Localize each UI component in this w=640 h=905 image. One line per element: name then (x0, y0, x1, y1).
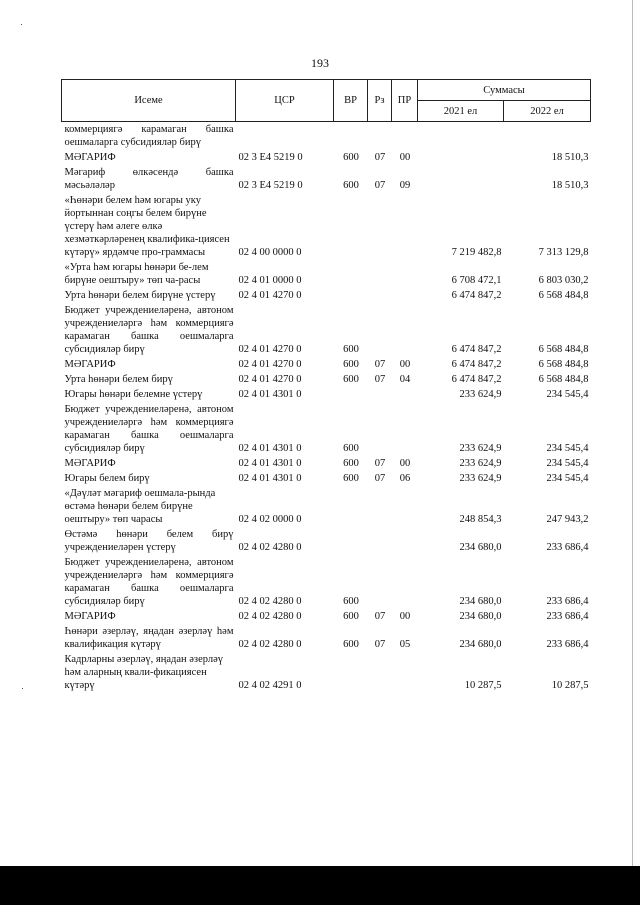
row-sum-2022: 6 803 030,2 (538, 275, 589, 286)
row-csr: 02 4 01 4270 0 (238, 290, 302, 301)
row-name: Һөнәри әзерләү, яңадан әзерләү һәм квалификация күтәрү (64, 626, 234, 650)
row-csr: 02 4 01 4270 0 (238, 359, 302, 370)
row-sum-2021: 234 680,0 (459, 611, 502, 622)
row-pr: 04 (399, 374, 411, 385)
row-rz (368, 122, 392, 151)
row-vr (334, 387, 368, 402)
row-pr (392, 122, 418, 151)
table-row (62, 471, 591, 486)
row-csr: 02 4 01 4270 0 (238, 344, 302, 355)
row-sum-2021 (418, 165, 504, 193)
header-vr: ВР (334, 80, 368, 122)
table-row (62, 527, 591, 555)
row-sum-2021: 6 474 847,2 (451, 290, 502, 301)
row-pr (392, 303, 418, 357)
row-rz: 07 (374, 359, 386, 370)
table-row (62, 402, 591, 456)
row-vr (334, 122, 368, 151)
row-vr (334, 193, 368, 260)
row-sum-2022: 6 568 484,8 (538, 359, 589, 370)
row-name: МӘГАРИФ (64, 152, 116, 163)
row-csr: 02 4 01 0000 0 (238, 275, 302, 286)
scan-bottom-bar (0, 866, 640, 905)
row-pr: 05 (399, 639, 411, 650)
table-header (62, 80, 591, 122)
row-vr (334, 652, 368, 693)
header-pr: ПР (392, 80, 418, 122)
table-row (62, 456, 591, 471)
header-year-2022: 2022 ел (504, 101, 591, 122)
row-pr: 09 (399, 180, 411, 191)
row-vr: 600 (343, 443, 359, 454)
row-sum-2022: 234 545,4 (546, 458, 589, 469)
row-pr (392, 555, 418, 609)
row-name: «Һөнәри белем һәм югары уку йортыннан соңгы белем бирүне үстерү һәм әлеге өлкә хезмәткәрләренең квалифика-циясен күтәрү» ярдәмче про-граммасы (64, 195, 230, 258)
row-name: Югары һөнәри белемне үстерү (64, 389, 203, 400)
row-sum-2021: 248 854,3 (459, 514, 502, 525)
row-vr: 600 (343, 180, 359, 191)
row-pr (392, 527, 418, 555)
row-sum-2021: 234 680,0 (459, 596, 502, 607)
row-sum-2022: 234 545,4 (546, 443, 589, 454)
header-name: Исеме (62, 80, 236, 122)
row-pr: 00 (399, 458, 411, 469)
row-name: Бюджет учреждениеләренә, автоном учреждениеләргә һәм коммерциягә карамаган башка оешмаларга субсидияләр бирү (64, 305, 234, 355)
row-sum-2022: 233 686,4 (546, 596, 589, 607)
row-pr: 06 (399, 473, 411, 484)
row-rz (368, 288, 392, 303)
row-rz (368, 260, 392, 288)
table-row (62, 288, 591, 303)
table-body (62, 122, 591, 694)
row-sum-2021 (418, 150, 504, 165)
table-row (62, 165, 591, 193)
row-rz (368, 402, 392, 456)
row-pr (392, 288, 418, 303)
row-sum-2021: 6 474 847,2 (451, 359, 502, 370)
row-sum-2022: 233 686,4 (546, 611, 589, 622)
row-vr: 600 (343, 473, 359, 484)
row-sum-2022: 6 568 484,8 (538, 290, 589, 301)
row-vr: 600 (343, 596, 359, 607)
row-sum-2021: 233 624,9 (459, 473, 502, 484)
table-row (62, 387, 591, 402)
row-name: Урта һөнәри белем бирүне үстерү (64, 290, 216, 301)
row-sum-2022: 233 686,4 (546, 639, 589, 650)
row-csr: 02 4 01 4301 0 (238, 389, 302, 400)
row-sum-2021: 10 287,5 (464, 680, 502, 691)
row-vr: 600 (343, 152, 359, 163)
row-vr (334, 486, 368, 527)
row-rz: 07 (374, 374, 386, 385)
table-row (62, 486, 591, 527)
row-vr: 600 (343, 359, 359, 370)
table-row (62, 260, 591, 288)
row-sum-2021: 233 624,9 (459, 389, 502, 400)
row-csr: 02 4 02 0000 0 (238, 514, 302, 525)
row-sum-2022: 234 545,4 (546, 473, 589, 484)
row-name: МӘГАРИФ (64, 611, 116, 622)
row-csr: 02 4 01 4301 0 (238, 443, 302, 454)
row-sum-2022: 6 568 484,8 (538, 344, 589, 355)
row-csr: 02 4 02 4280 0 (238, 596, 302, 607)
table-row (62, 609, 591, 624)
row-csr: 02 4 02 4280 0 (238, 611, 302, 622)
row-sum-2021: 234 680,0 (459, 639, 502, 650)
row-sum-2021: 233 624,9 (459, 443, 502, 454)
row-vr: 600 (343, 374, 359, 385)
row-sum-2022: 18 510,3 (551, 180, 589, 191)
row-csr: 02 4 02 4291 0 (238, 680, 302, 691)
row-name: МӘГАРИФ (64, 458, 116, 469)
row-vr: 600 (343, 458, 359, 469)
row-sum-2021: 6 708 472,1 (451, 275, 502, 286)
row-sum-2022: 6 568 484,8 (538, 374, 589, 385)
header-rz: Рз (368, 80, 392, 122)
row-sum-2021: 234 680,0 (459, 542, 502, 553)
page-number: 193 (311, 56, 329, 70)
row-rz: 07 (374, 473, 386, 484)
row-sum-2022: 10 287,5 (551, 680, 589, 691)
row-sum-2022: 247 943,2 (546, 514, 589, 525)
row-rz (368, 527, 392, 555)
header-year-2021: 2021 ел (418, 101, 504, 122)
row-pr (392, 193, 418, 260)
row-vr (334, 527, 368, 555)
row-csr (236, 122, 334, 151)
row-name: Югары белем бирү (64, 473, 150, 484)
table-row (62, 193, 591, 260)
header-csr: ЦСР (236, 80, 334, 122)
row-csr: 02 4 01 4270 0 (238, 374, 302, 385)
row-sum-2022: 7 313 129,8 (538, 247, 589, 258)
table-row (62, 357, 591, 372)
scan-speck (22, 688, 23, 689)
row-name: коммерциягә карамаган башка оешмаларга субсидияләр бирү (64, 124, 234, 148)
table-row (62, 624, 591, 652)
header-sums: Суммасы (418, 80, 591, 101)
table-row (62, 652, 591, 693)
row-name: Мәгариф өлкәсендә башка мәсьәләләр (64, 167, 234, 191)
row-name: Бюджет учреждениеләренә, автоном учреждениеләргә һәм коммерциягә карамаган башка оешмаларга субсидияләр бирү (64, 557, 234, 607)
row-name: МӘГАРИФ (64, 359, 116, 370)
row-vr: 600 (343, 344, 359, 355)
row-rz: 07 (374, 611, 386, 622)
row-sum-2022: 18 510,3 (551, 152, 589, 163)
row-pr: 00 (399, 611, 411, 622)
row-sum-2021: 6 474 847,2 (451, 374, 502, 385)
row-vr: 600 (343, 639, 359, 650)
row-pr (392, 486, 418, 527)
row-rz: 07 (374, 639, 386, 650)
row-sum-2022: 233 686,4 (546, 542, 589, 553)
row-csr: 02 4 02 4280 0 (238, 542, 302, 553)
row-name: Өстәмә һөнәри белем бирү учреждениеләрен үстерү (64, 529, 234, 553)
row-name: Кадрларны әзерләү, яңадан әзерләү һәм аларның квали-фикациясен күтәрү (64, 654, 223, 691)
row-rz (368, 387, 392, 402)
row-name: «Урта һәм югары һөнәри бе-лем бирүне оештыру» төп ча-расы (64, 262, 209, 286)
row-rz: 07 (374, 180, 386, 191)
row-csr: 02 4 01 4301 0 (238, 458, 302, 469)
row-rz: 07 (374, 458, 386, 469)
row-vr: 600 (343, 611, 359, 622)
table-row (62, 150, 591, 165)
row-rz (368, 652, 392, 693)
row-csr: 02 4 01 4301 0 (238, 473, 302, 484)
row-pr (392, 652, 418, 693)
row-pr (392, 260, 418, 288)
table-row (62, 555, 591, 609)
row-name: «Дәүләт мәгариф оешмала-рында өстәмә һөнәри белем бирүне оештыру» төп чарасы (64, 488, 216, 525)
table-row (62, 122, 591, 151)
table-row (62, 303, 591, 357)
row-csr: 02 4 00 0000 0 (238, 247, 302, 258)
row-pr (392, 402, 418, 456)
row-rz (368, 303, 392, 357)
row-sum-2022 (504, 122, 591, 151)
table-row (62, 372, 591, 387)
budget-table (61, 79, 591, 693)
row-vr (334, 260, 368, 288)
row-pr (392, 387, 418, 402)
row-name: Урта һөнәри белем бирү (64, 374, 173, 385)
row-rz: 07 (374, 152, 386, 163)
row-sum-2021: 6 474 847,2 (451, 344, 502, 355)
row-csr: 02 3 E4 5219 0 (238, 152, 303, 163)
row-rz (368, 486, 392, 527)
row-sum-2021 (418, 122, 504, 151)
scan-speck (21, 24, 22, 25)
row-sum-2021: 7 219 482,8 (451, 247, 502, 258)
row-rz (368, 555, 392, 609)
scan-edge-line (632, 0, 633, 866)
row-csr: 02 4 02 4280 0 (238, 639, 302, 650)
row-vr (334, 288, 368, 303)
row-rz (368, 193, 392, 260)
row-pr: 00 (399, 359, 411, 370)
row-pr: 00 (399, 152, 411, 163)
row-sum-2022: 234 545,4 (546, 389, 589, 400)
row-name: Бюджет учреждениеләренә, автоном учреждениеләргә һәм коммерциягә карамаган башка оешмаларга субсидияләр бирү (64, 404, 234, 454)
row-csr: 02 3 E4 5219 0 (238, 180, 303, 191)
row-sum-2021: 233 624,9 (459, 458, 502, 469)
